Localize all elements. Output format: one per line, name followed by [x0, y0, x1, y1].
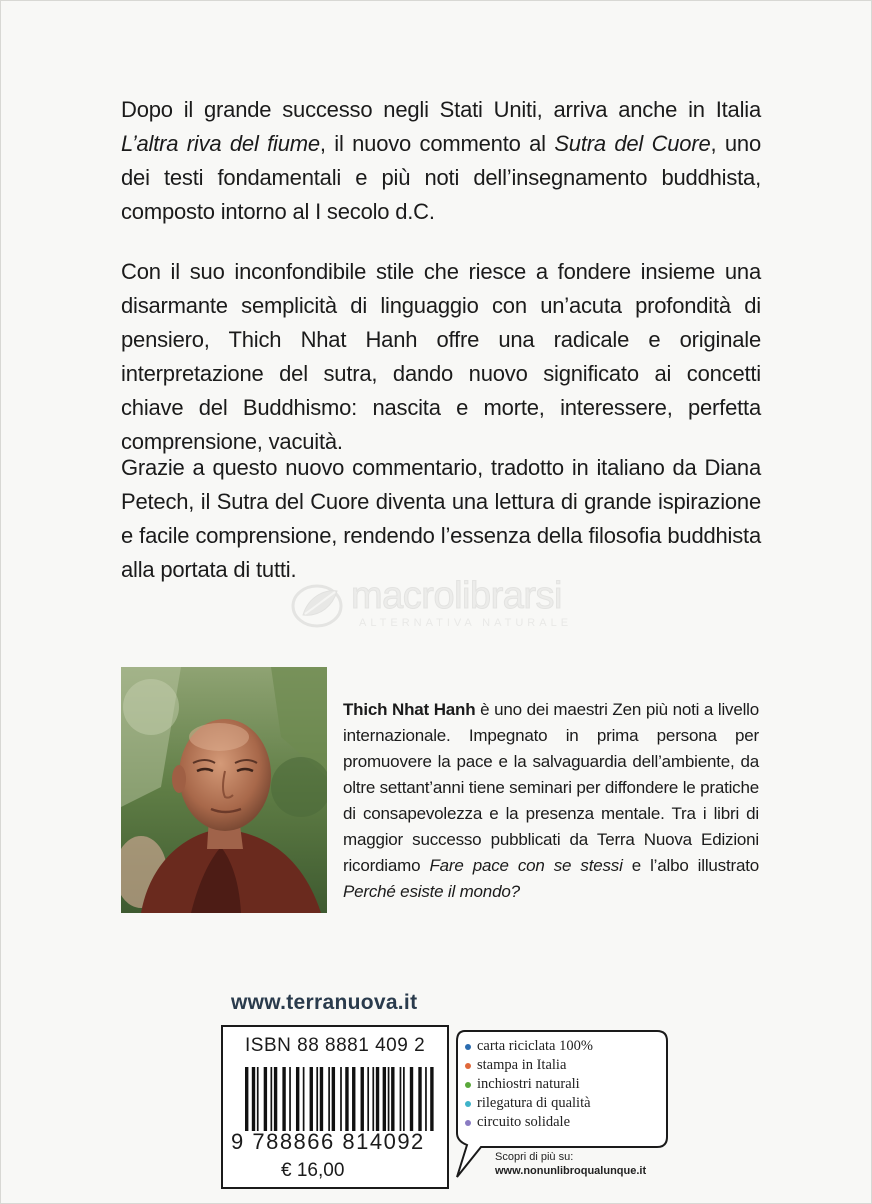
macrolibrarsi-watermark [289, 573, 599, 635]
description-paragraph-1: Dopo il grande successo negli Stati Uniti, arriva anche in Italia L’altra riva del fiume, il nuovo commento al Sutra del Cuore, uno dei testi fondamentali e più noti dell’insegnamento buddhista, composto intorno al I secolo d.C. [121, 97, 762, 224]
book-title: L’altra riva del fiume [121, 131, 320, 156]
eco-feature-item [465, 1094, 593, 1113]
barcode-bar [352, 1067, 355, 1131]
author-name: Thich Nhat Hanh [343, 700, 476, 719]
barcode-bar [270, 1067, 272, 1131]
eco-feature-label: inchiostri naturali [477, 1076, 580, 1092]
eco-feature-item [465, 1113, 593, 1132]
barcode-bar [340, 1067, 342, 1131]
bullet-dot-icon [465, 1063, 471, 1069]
barcode-bar [328, 1067, 330, 1131]
barcode-bar [383, 1067, 386, 1131]
publisher-website: www.terranuova.it [231, 991, 418, 1014]
barcode-bar [376, 1067, 379, 1131]
eco-feature-label: carta riciclata 100% [477, 1038, 593, 1054]
barcode-bar [332, 1067, 335, 1131]
author-bio: Thich Nhat Hanh è uno dei maestri Zen più noti a livello internazionale. Impegnato in prima persona per promuovere la pace e la salvaguardia dell’ambiente, da oltre settant’anni tiene seminari per diffondere le pratiche di consapevolezza e la presenza mentale. Tra i libri di maggior successo pubblicati da Terra Nuova Edizioni ricordiamo Fare pace con se stessi e l’albo illustrato Perché esiste il mondo? [343, 700, 760, 901]
eco-feature-label: circuito solidale [477, 1114, 571, 1130]
barcode-bar [400, 1067, 402, 1131]
more-info-label: Scopri di più su: [495, 1151, 574, 1163]
description-paragraph-3: Grazie a questo nuovo commentario, tradotto in italiano da Diana Petech, il Sutra del Cuore diventa una lettura di grande ispirazione e facile comprensione, rendendo l’essenza della filosofia buddhista alla portata di tutti. [121, 455, 761, 582]
watermark-tagline: ALTERNATIVA NATURALE [359, 617, 573, 629]
barcode-bar [425, 1067, 427, 1131]
ean-digits: 9 788866 814092 [231, 1129, 425, 1154]
barcode-bar [410, 1067, 413, 1131]
barcode-bar [303, 1067, 305, 1131]
barcode-bar [296, 1067, 299, 1131]
barcode-bar [310, 1067, 313, 1131]
barcode-bar [320, 1067, 323, 1131]
author-photo [121, 667, 327, 913]
leaf-logo-icon [289, 579, 345, 629]
eco-feature-item [465, 1075, 593, 1094]
barcode-bar [430, 1067, 433, 1131]
watermark-name: macrolibrarsi [351, 575, 562, 617]
barcode-bar [289, 1067, 291, 1131]
barcode-bar [257, 1067, 259, 1131]
barcode-bar [367, 1067, 369, 1131]
barcode-bar [274, 1067, 277, 1131]
description-paragraph-2: Con il suo inconfondibile stile che riesce a fondere insieme una disarmante semplicità di linguaggio con un’acuta profondità di pensiero, Thich Nhat Hanh offre una radicale e originale interpretazione del sutra, dando nuovo significato ai concetti chiave del Buddhismo: nascita e morte, interessere, perfetta comprensione, vacuità. [121, 259, 761, 454]
price-label: € 16,00 [281, 1160, 345, 1181]
author-portrait-image [121, 667, 327, 913]
barcode-bar [245, 1067, 248, 1131]
barcode-bar [316, 1067, 318, 1131]
barcode-bar [264, 1067, 267, 1131]
book-title-1: Fare pace con se stessi [429, 856, 623, 875]
bullet-dot-icon [465, 1120, 471, 1126]
barcode-bar [345, 1067, 348, 1131]
barcode-bar [388, 1067, 390, 1131]
barcode-bar [372, 1067, 374, 1131]
more-info-url: www.nonunlibroqualunque.it [495, 1165, 647, 1177]
barcode-bar [391, 1067, 394, 1131]
bullet-dot-icon [465, 1082, 471, 1088]
barcode [243, 1067, 439, 1131]
eco-feature-label: rilegatura di qualità [477, 1095, 591, 1111]
barcode-bar [403, 1067, 405, 1131]
isbn-label: ISBN 88 8881 409 2 [245, 1035, 426, 1056]
eco-features-list [465, 1037, 593, 1132]
sutra-title: Sutra del Cuore [554, 131, 711, 156]
bullet-dot-icon [465, 1101, 471, 1107]
eco-feature-item [465, 1037, 593, 1056]
book-title-2: Perché esiste il mondo? [343, 882, 520, 901]
barcode-box [221, 1025, 449, 1189]
barcode-bar [418, 1067, 421, 1131]
barcode-bar [361, 1067, 364, 1131]
eco-feature-label: stampa in Italia [477, 1057, 567, 1073]
eco-feature-item [465, 1056, 593, 1075]
barcode-bar [282, 1067, 285, 1131]
barcode-bar [252, 1067, 255, 1131]
bullet-dot-icon [465, 1044, 471, 1050]
